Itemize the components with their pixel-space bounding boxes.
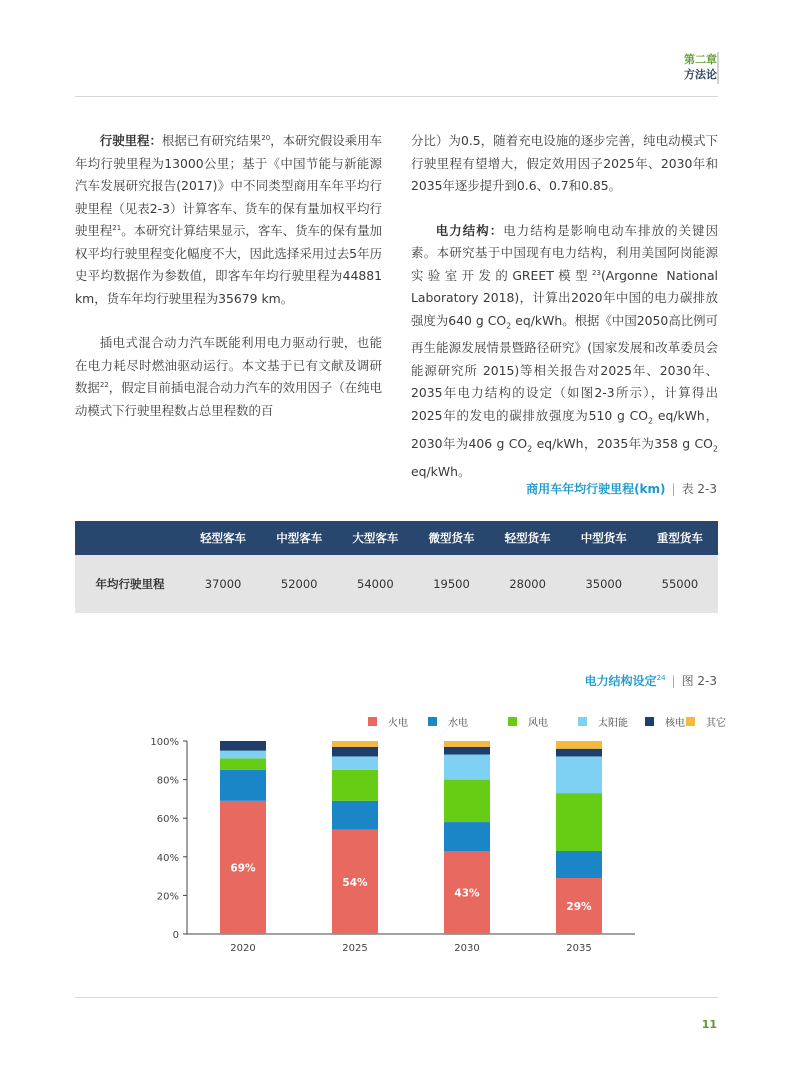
data-label: 43% (454, 887, 480, 900)
text: ，假定目前插电混合动力汽车的效用因子（在纯电动模式下行驶里程数占总里程数的百 (75, 380, 383, 418)
subscript: 2 (712, 444, 718, 454)
header-accent-bar (717, 52, 719, 84)
bar-segment-水电 (220, 770, 266, 801)
y-tick-label: 60% (156, 814, 179, 826)
section-label: 方法论 (684, 68, 717, 81)
text: eq/kWh。根据《中国2050高比例可再生能源发展情景暨路径研究》(国家发展和改革委员会能源研究所 2015)等相关报告对2025年、2030年、2035年电力结构的设定（如图2-3所示），计算得出2025年的发电的碳排放强度为510 g CO (411, 312, 719, 423)
bar-segment-风电 (220, 758, 266, 770)
bar-segment-核电 (220, 741, 266, 751)
bar-segment-太阳能 (332, 756, 378, 770)
page-number: 11 (701, 1018, 717, 1031)
table-header-cell: 中型货车 (566, 521, 642, 555)
paragraph-mileage (75, 130, 382, 310)
footnote-ref: 21 (112, 223, 122, 232)
bar-segment-其它 (444, 741, 490, 747)
text: ，本研究假设乘用车年均行驶里程为13000公里；基于《中国节能与新能源汽车发展研究报告(2017)》中不同类型商用车年平均行驶里程（见表2-3）计算客车、货车的保有量加权平均行驶里程 (75, 133, 382, 238)
caption-separator: | (671, 674, 676, 688)
table-header-cell: 微型货车 (413, 521, 489, 555)
right-column (411, 130, 718, 483)
legend-swatch (578, 717, 587, 726)
paragraph-phev (75, 332, 382, 422)
legend-swatch (686, 717, 695, 726)
bar-segment-太阳能 (220, 751, 266, 759)
bar-segment-水电 (444, 822, 490, 851)
bar-segment-风电 (444, 780, 490, 822)
table-header-cell: 大型客车 (337, 521, 413, 555)
y-tick-label: 0 (172, 930, 179, 941)
header-divider (75, 96, 718, 97)
legend-label: 核电 (665, 718, 685, 729)
subscript: 2 (648, 416, 654, 426)
bar-segment-风电 (332, 770, 378, 801)
text: eq/kWh。 (411, 463, 471, 479)
figure-caption (585, 672, 717, 689)
chapter-header (684, 52, 717, 83)
table-cell: 19500 (413, 555, 489, 613)
footer-divider (75, 997, 718, 998)
x-tick-label: 2035 (566, 943, 592, 954)
legend-label: 太阳能 (598, 718, 628, 729)
bar-segment-核电 (444, 747, 490, 755)
data-label: 29% (566, 901, 592, 914)
table-cell: 35000 (566, 555, 642, 613)
bar-segment-其它 (556, 741, 602, 749)
x-tick-label: 2020 (230, 943, 256, 954)
table-cell: 54000 (337, 555, 413, 613)
y-tick-label: 100% (150, 737, 179, 748)
chapter-label: 第二章 (684, 53, 717, 66)
table-header-cell (75, 521, 185, 555)
text: 插电式混合动力汽车既能利用电力驱动行驶，也能在电力耗尽时燃油驱动运行。本文基于已有文献及调研数据 (75, 335, 382, 395)
subscript: 2 (527, 444, 533, 454)
table-header-cell: 轻型货车 (490, 521, 566, 555)
legend-swatch (368, 717, 377, 726)
power-heading: 电力结构： (435, 222, 504, 238)
legend-swatch (508, 717, 517, 726)
y-tick-label: 40% (156, 852, 179, 864)
table-header-cell: 轻型客车 (185, 521, 261, 555)
y-tick-label: 80% (156, 775, 179, 787)
text: (Argonne National Laboratory 2018)，计算出2020年中国的电力碳排放强度为640 g CO (411, 267, 718, 328)
bar-segment-水电 (332, 801, 378, 830)
caption-separator: | (671, 482, 676, 496)
footnote-ref: 22 (99, 380, 109, 389)
legend-label: 其它 (706, 718, 726, 729)
table-cell: 37000 (185, 555, 261, 613)
text: 电力结构是影响电动车排放的关键因素。本研究基于中国现有电力结构，利用美国阿岗能源实验室开发的GREET模型 (411, 222, 718, 283)
data-label: 54% (342, 876, 368, 889)
paragraph-utility-factor: 分比）为0.5，随着充电设施的逐步完善，纯电动模式下行驶里程有望增大，假定效用因子2025年、2030年和2035年逐步提升到0.6、0.7和0.85。 (411, 133, 718, 193)
table-label: 表 2-3 (681, 482, 717, 496)
legend-swatch (645, 717, 654, 726)
bar-segment-核电 (332, 747, 378, 757)
table-header-row (75, 521, 718, 555)
subscript: 2 (506, 320, 512, 330)
table-caption (526, 480, 717, 497)
footnote-ref: 24 (656, 674, 666, 682)
footnote-ref: 20 (261, 133, 271, 142)
legend-label: 风电 (528, 718, 548, 729)
figure-label: 图 2-3 (681, 674, 717, 688)
bar-segment-其它 (332, 741, 378, 747)
table-row-label: 年均行驶里程 (75, 555, 185, 613)
table-header-cell: 中型客车 (261, 521, 337, 555)
paragraph-power-structure (411, 220, 718, 484)
text: 。本研究计算结果显示，客车、货车的保有量加权平均行驶里程变化幅度不大，因此选择采用过去5年历史平均数据作为参数值，即客车年均行驶里程为44881 km，货车年均行驶里程为35679 km。 (75, 223, 383, 306)
table-row (75, 555, 718, 613)
bar-segment-风电 (556, 793, 602, 851)
bar-segment-核电 (556, 749, 602, 757)
power-structure-chart (75, 700, 726, 965)
legend-label: 水电 (448, 718, 468, 729)
figure-title: 电力结构设定 (584, 674, 657, 688)
footnote-ref: 23 (592, 268, 601, 277)
text: eq/kWh，2030年为406 g CO (411, 407, 718, 451)
legend-swatch (428, 717, 437, 726)
bar-segment-太阳能 (444, 755, 490, 780)
x-tick-label: 2025 (342, 943, 368, 954)
bar-segment-水电 (556, 851, 602, 878)
y-tick-label: 20% (156, 891, 179, 903)
mileage-table (75, 521, 718, 613)
mileage-heading: 行驶里程： (99, 133, 162, 148)
table-cell: 52000 (261, 555, 337, 613)
left-column (75, 130, 382, 422)
x-tick-label: 2030 (454, 943, 480, 954)
table-header-cell: 重型货车 (642, 521, 718, 555)
legend-label: 火电 (388, 718, 408, 729)
bar-segment-太阳能 (556, 756, 602, 793)
text: eq/kWh，2035年为358 g CO (532, 435, 713, 451)
text: 根据已有研究结果 (161, 133, 262, 148)
data-label: 69% (230, 862, 256, 875)
table-cell: 55000 (642, 555, 718, 613)
table-cell: 28000 (490, 555, 566, 613)
table-title: 商用车年均行驶里程(km) (526, 482, 666, 496)
